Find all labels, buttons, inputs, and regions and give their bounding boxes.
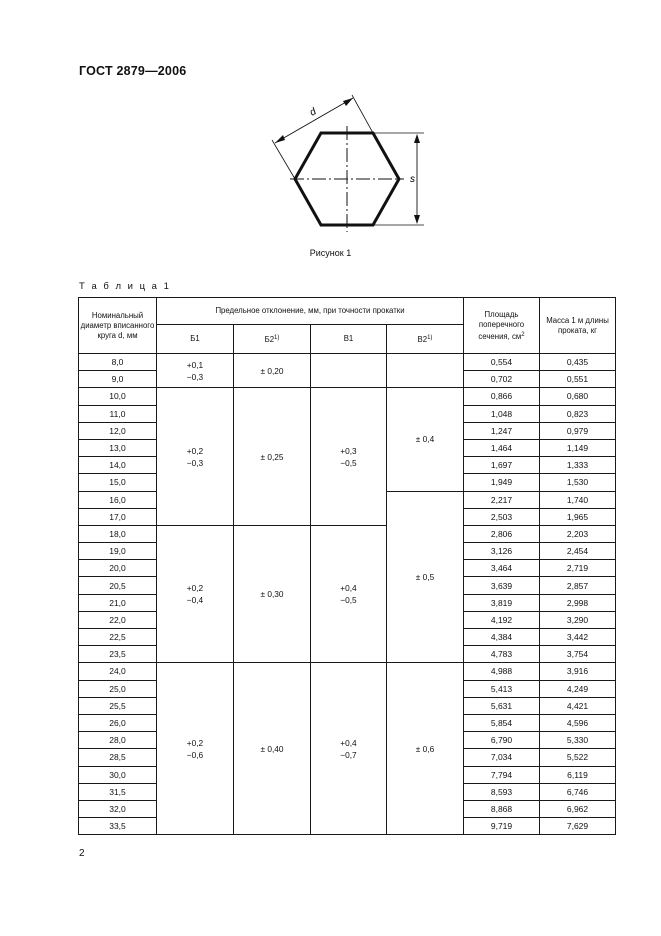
diameter-cell: 14,0 [79, 457, 157, 474]
diameter-cell: 23,5 [79, 646, 157, 663]
area-cell: 0,702 [464, 371, 540, 388]
mass-cell: 0,435 [540, 354, 616, 371]
document-header: ГОСТ 2879—2006 [79, 64, 187, 78]
diameter-cell: 32,0 [79, 800, 157, 817]
diameter-cell: 22,5 [79, 629, 157, 646]
dimension-label-d: d [308, 106, 319, 119]
diameter-cell: 33,5 [79, 818, 157, 835]
area-cell: 1,697 [464, 457, 540, 474]
area-cell: 3,464 [464, 560, 540, 577]
mass-cell: 6,746 [540, 783, 616, 800]
b1-tolerance-cell: +0,1 −0,3 [157, 354, 234, 388]
header-mass: Масса 1 м длины проката, кг [540, 298, 616, 354]
b2-tolerance-cell: ± 0,30 [234, 525, 311, 663]
mass-cell: 3,754 [540, 646, 616, 663]
hexagon-figure [262, 92, 442, 234]
diameter-cell: 28,0 [79, 732, 157, 749]
diameter-cell: 15,0 [79, 474, 157, 491]
diameter-cell: 22,0 [79, 611, 157, 628]
header-area: Площадь поперечного сечения, $см^2$ [464, 298, 540, 354]
b1-tolerance-cell: +0,2 −0,4 [157, 525, 234, 663]
b2-tolerance-cell: ± 0,20 [234, 354, 311, 388]
header-v1: В1 [311, 325, 387, 354]
area-cell: 4,783 [464, 646, 540, 663]
area-cell: 2,806 [464, 525, 540, 542]
area-cell: 3,639 [464, 577, 540, 594]
diameter-cell: 8,0 [79, 354, 157, 371]
diameter-cell: 13,0 [79, 439, 157, 456]
area-cell: 5,854 [464, 714, 540, 731]
v1-tolerance-cell: +0,3 −0,5 [311, 388, 387, 526]
diameter-cell: 10,0 [79, 388, 157, 405]
mass-cell: 0,551 [540, 371, 616, 388]
area-cell: 4,192 [464, 611, 540, 628]
mass-cell: 4,249 [540, 680, 616, 697]
diameter-cell: 25,5 [79, 697, 157, 714]
v1-tolerance-cell: +0,4 −0,7 [311, 663, 387, 835]
header-diameter: Номинальный диаметр вписанного круга d, мм [79, 298, 157, 354]
area-cell: 1,949 [464, 474, 540, 491]
v1-tolerance-cell: +0,4 −0,5 [311, 525, 387, 663]
mass-cell: 2,719 [540, 560, 616, 577]
mass-cell: 6,119 [540, 766, 616, 783]
mass-cell: 2,454 [540, 543, 616, 560]
b1-tolerance-cell: +0,2 −0,6 [157, 663, 234, 835]
mass-cell: 3,442 [540, 629, 616, 646]
diameter-cell: 9,0 [79, 371, 157, 388]
area-cell: 2,217 [464, 491, 540, 508]
diameter-cell: 20,0 [79, 560, 157, 577]
diameter-cell: 25,0 [79, 680, 157, 697]
area-cell: 7,034 [464, 749, 540, 766]
area-cell: 6,790 [464, 732, 540, 749]
header-v2: В2$^{1)}$ [387, 325, 464, 354]
diameter-cell: 26,0 [79, 714, 157, 731]
v1-tolerance-cell [311, 354, 387, 388]
area-cell: 2,503 [464, 508, 540, 525]
mass-cell: 2,203 [540, 525, 616, 542]
b1-tolerance-cell: +0,2 −0,3 [157, 388, 234, 526]
v2-tolerance-cell [387, 354, 464, 388]
area-cell: 4,384 [464, 629, 540, 646]
table-title: Т а б л и ц а 1 [79, 281, 169, 292]
diameter-cell: 31,5 [79, 783, 157, 800]
mass-cell: 3,290 [540, 611, 616, 628]
mass-cell: 1,530 [540, 474, 616, 491]
mass-cell: 1,333 [540, 457, 616, 474]
diameter-cell: 19,0 [79, 543, 157, 560]
v2-tolerance-cell: ± 0,4 [387, 388, 464, 491]
mass-cell: 3,916 [540, 663, 616, 680]
diameter-cell: 21,0 [79, 594, 157, 611]
diameter-cell: 17,0 [79, 508, 157, 525]
table-row [79, 388, 616, 405]
dimension-line-d [275, 98, 353, 143]
mass-cell: 7,629 [540, 818, 616, 835]
header-deviation-group: Предельное отклонение, мм, при точности прокатки [157, 298, 464, 325]
table-row [79, 354, 616, 371]
area-cell: 9,719 [464, 818, 540, 835]
mass-cell: 2,857 [540, 577, 616, 594]
diameter-cell: 11,0 [79, 405, 157, 422]
area-cell: 5,413 [464, 680, 540, 697]
mass-cell: 1,740 [540, 491, 616, 508]
header-b2: Б2$^{1)}$ [234, 325, 311, 354]
area-cell: 1,048 [464, 405, 540, 422]
area-cell: 1,247 [464, 422, 540, 439]
diameter-cell: 20,5 [79, 577, 157, 594]
area-cell: 5,631 [464, 697, 540, 714]
table-row [79, 663, 616, 680]
b2-tolerance-cell: ± 0,40 [234, 663, 311, 835]
diameter-cell: 18,0 [79, 525, 157, 542]
page-number: 2 [79, 848, 85, 859]
mass-cell: 4,421 [540, 697, 616, 714]
area-cell: 0,554 [464, 354, 540, 371]
mass-cell: 1,149 [540, 439, 616, 456]
mass-cell: 5,522 [540, 749, 616, 766]
diameter-cell: 12,0 [79, 422, 157, 439]
area-cell: 8,868 [464, 800, 540, 817]
area-cell: 0,866 [464, 388, 540, 405]
b2-tolerance-cell: ± 0,25 [234, 388, 311, 526]
data-table [78, 297, 616, 835]
v2-tolerance-cell: ± 0,5 [387, 491, 464, 663]
area-cell: 1,464 [464, 439, 540, 456]
mass-cell: 5,330 [540, 732, 616, 749]
mass-cell: 4,596 [540, 714, 616, 731]
area-cell: 3,819 [464, 594, 540, 611]
table-row [79, 525, 616, 542]
diameter-cell: 16,0 [79, 491, 157, 508]
mass-cell: 1,965 [540, 508, 616, 525]
dimension-label-s: s [410, 174, 415, 185]
area-cell: 8,593 [464, 783, 540, 800]
diameter-cell: 30,0 [79, 766, 157, 783]
mass-cell: 0,823 [540, 405, 616, 422]
mass-cell: 0,680 [540, 388, 616, 405]
mass-cell: 2,998 [540, 594, 616, 611]
area-cell: 3,126 [464, 543, 540, 560]
area-cell: 4,988 [464, 663, 540, 680]
area-cell: 7,794 [464, 766, 540, 783]
diameter-cell: 24,0 [79, 663, 157, 680]
mass-cell: 0,979 [540, 422, 616, 439]
header-b1: Б1 [157, 325, 234, 354]
figure-caption: Рисунок 1 [309, 248, 352, 258]
diameter-cell: 28,5 [79, 749, 157, 766]
mass-cell: 6,962 [540, 800, 616, 817]
v2-tolerance-cell: ± 0,6 [387, 663, 464, 835]
